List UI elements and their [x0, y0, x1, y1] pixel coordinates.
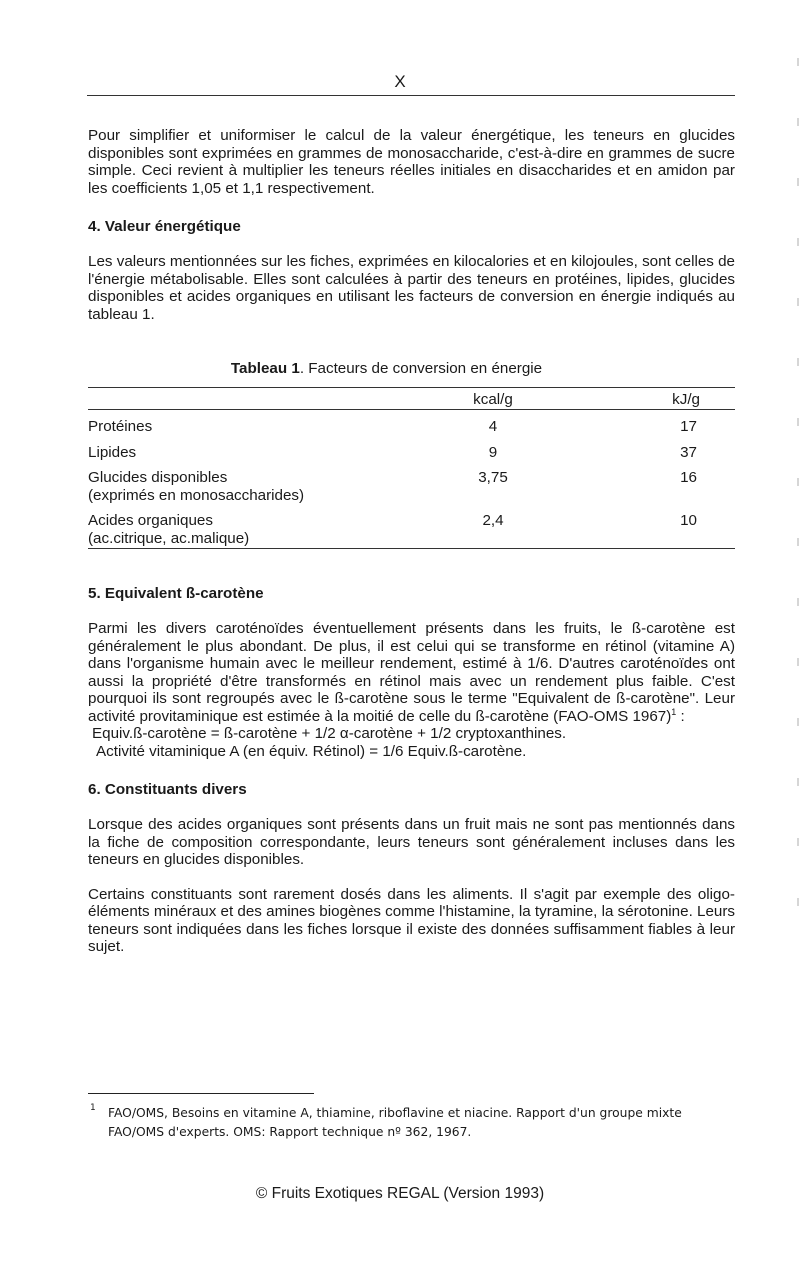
intro-paragraph: Pour simplifier et uniformiser le calcul de la valeur énergétique, les teneurs en glucides disponibles sont exprimées en grammes de monosaccharide, c'est-à-dire en grammes de sucre simple. Ceci revient à multiplier les teneurs réelles initiales en disaccharides et en amidon par les coefficients 1,05 et 1,1 respectivement. — [88, 127, 735, 197]
section-6-paragraph-2: Certains constituants sont rarement dosés dans les aliments. Il s'agit par exemple des oligo-éléments minéraux et des amines biogènes comme l'histamine, la tyramine, la sérotonine. Leurs teneurs sont indiquées dans les fiches lorsque il existe des données suffisamment fiables à leur sujet. — [88, 885, 735, 955]
row-kcal: 9 — [488, 443, 498, 461]
row-kcal: 4 — [488, 418, 498, 435]
header-rule — [87, 95, 735, 96]
row-label — [88, 504, 418, 549]
row-kcal: 3,75 — [478, 469, 508, 486]
table-header-row — [88, 388, 735, 410]
table-row — [88, 436, 735, 462]
row-kj: 16 — [680, 469, 697, 486]
table-caption — [88, 360, 735, 378]
section-5-paragraph-end: : — [676, 707, 685, 725]
table-header-kcal: kcal/g — [418, 388, 558, 410]
row-label-text: Acides organiques — [88, 512, 213, 529]
table-caption-label: Tableau 1 — [230, 360, 300, 377]
section-4-paragraph: Les valeurs mentionnées sur les fiches, exprimées en kilocalories et en kilojoules, sont celles de l'énergie métabolisable. Elles sont calculées à partir des teneurs en protéines, lipides, glucides disponibles et acides organiques en utilisant les facteurs de conversion en énergie indiqués au tableau 1. — [88, 253, 735, 323]
formula-vitamin-a-activity: Activité vitaminique A (en équiv. Rétinol) = 1/6 Equiv.ß-carotène. — [96, 742, 527, 760]
scan-edge-artifact — [797, 40, 799, 940]
row-kj: 10 — [558, 504, 735, 549]
footnote-text: FAO/OMS, Besoins en vitamine A, thiamine, riboflavine et niacine. Rapport d'un groupe mixte FAO/OMS d'experts. OMS: Rapport technique nº 362, 1967. — [108, 1106, 682, 1139]
section-5-paragraph-text: Parmi les divers caroténoïdes éventuellement présents dans les fruits, le ß-carotène est généralement le plus abondant. De plus, il est celui qui se transforme en rétinol (vitamine A) dans l'organisme humain avec le meilleur rendement, estimé à 1/6. D'autres caroténoïdes ont aussi la propriété d'être transformés en rétinol mais avec un rendement plus faible. C'est pourquoi ils sont regroupés avec le ß-carotène sous le terme "Equivalent de ß-carotène". Leur activité provitaminique est estimée à la moitié de celle du ß-carotène (FAO-OMS 1967) — [88, 620, 735, 725]
footnote-reference[interactable]: 1 — [671, 706, 677, 717]
page-content — [88, 127, 735, 956]
row-label — [88, 461, 418, 504]
page-number: X — [394, 72, 406, 91]
section-5-paragraph — [88, 620, 735, 725]
table-header-label — [88, 388, 418, 410]
section-4-heading: 4. Valeur énergétique — [88, 218, 241, 235]
row-kj: 37 — [680, 443, 697, 461]
row-label-text: Protéines — [88, 418, 153, 435]
row-kcal: 2,4 — [418, 504, 558, 549]
footnote-rule — [88, 1093, 314, 1094]
formula-beta-carotene-equivalent: Equiv.ß-carotène = ß-carotène + 1/2 α-carotène + 1/2 cryptoxanthines. — [92, 725, 567, 742]
row-kj: 17 — [680, 418, 697, 435]
row-label-text: Lipides — [88, 443, 137, 461]
table-row — [88, 504, 735, 549]
table-row — [88, 410, 735, 436]
table-row — [88, 461, 735, 504]
row-label-text: Glucides disponibles — [88, 469, 228, 486]
section-6-heading: 6. Constituants divers — [88, 781, 247, 798]
row-label — [88, 436, 418, 462]
footnote-mark: 1 — [90, 1103, 96, 1113]
footnote — [90, 1104, 740, 1142]
table-caption-text: . Facteurs de conversion en énergie — [299, 360, 543, 377]
page-footer: © Fruits Exotiques REGAL (Version 1993) — [255, 1185, 545, 1202]
row-label — [88, 410, 418, 436]
energy-conversion-table — [88, 387, 735, 549]
row-sublabel-text: (exprimés en monosaccharides) — [88, 486, 305, 504]
table-header-kj: kJ/g — [558, 388, 735, 410]
row-sublabel-text: (ac.citrique, ac.malique) — [88, 529, 250, 547]
section-5-heading: 5. Equivalent ß-carotène — [88, 585, 264, 602]
section-6-paragraph-1: Lorsque des acides organiques sont présents dans un fruit mais ne sont pas mentionnés dans la fiche de composition correspondante, leurs teneurs sont généralement incluses dans les teneurs en glucides disponibles. — [88, 816, 735, 868]
